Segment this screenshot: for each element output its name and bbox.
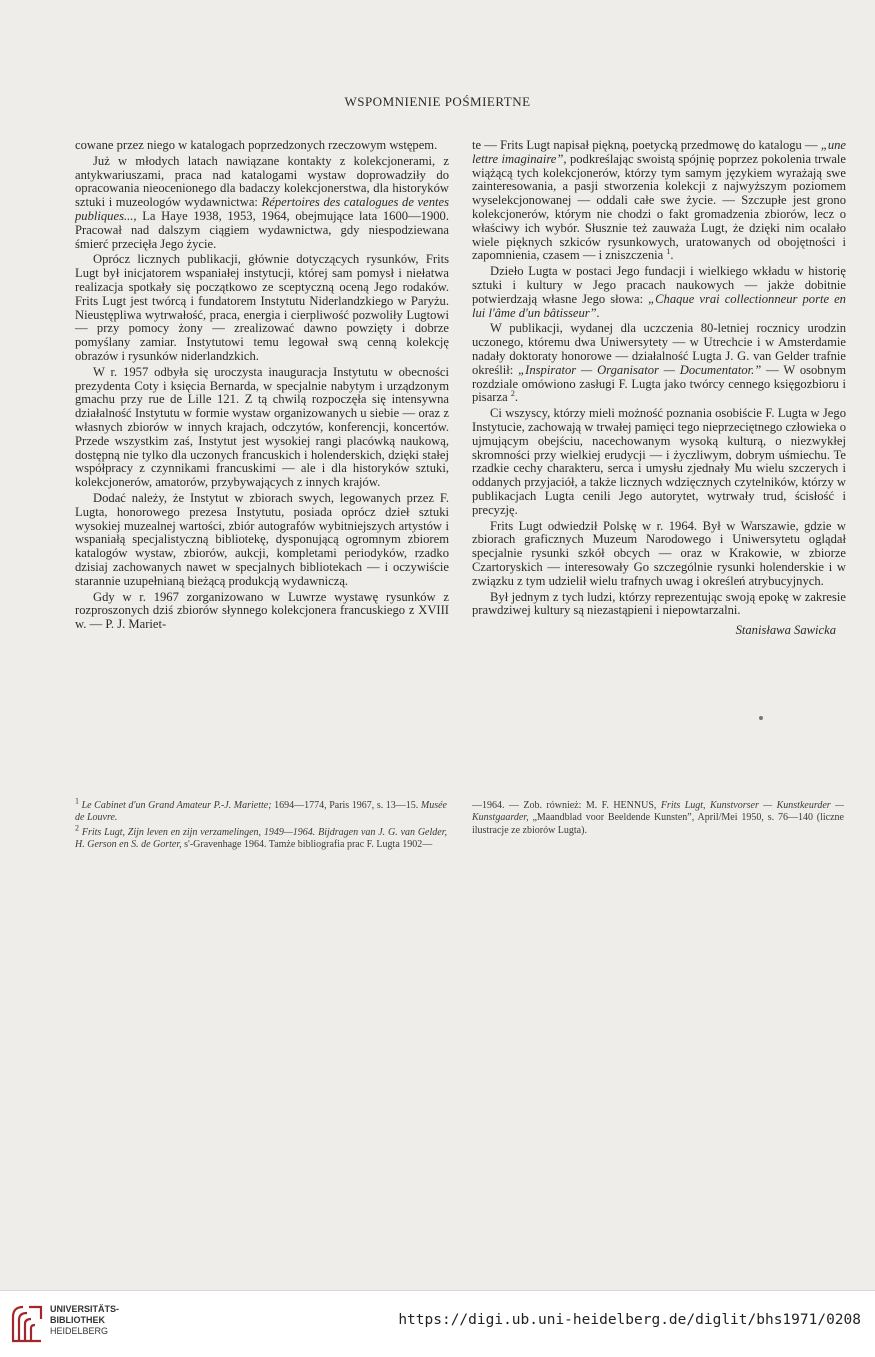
footnote-ref: 1	[666, 247, 671, 257]
paragraph: te — Frits Lugt napisał piękną, poetycką przedmowę do katalogu — „une lettre imaginaire”, podkreślając swoistą spójnię poprzez pokolenia trwale wiążącą tych kolekcjonerów, którzy tym samym językiem wyrażają swe zainteresowania, a pasji stworzenia kolekcji z najwyższym poziomem wyselekcjonowanej — oddali całe swe życie. — Szczupłe jest grono kolekcjonerów, którym nie chodzi o fakt gromadzenia zbiorów, lecz o właściwy ich wybór. Słusznie też zauważa Lugt, że dzięki nim ocalało wiele pięknych szkiców rysunkowych, uratowanych od obojętności i zapomnienia, czasem — i zniszczenia $^1$.	[472, 138, 846, 263]
footnote-2: $^2$ Frits Lugt, Zijn leven en zijn verzamelingen, 1949—1964. Bijdragen van J. G. van Gelder, H. Gerson en S. de Gorter, s'-Gravenhage 1964. Tamże bibliografia prac F. Lugta 1902—	[75, 823, 447, 851]
footnote-ref: 2	[510, 389, 515, 399]
author-signature: Stanisława Sawicka	[735, 623, 836, 638]
ink-speck	[759, 716, 763, 720]
library-logo-icon	[10, 1303, 44, 1343]
footnote-1: $^1$ Le Cabinet d'un Grand Amateur P.-J. Mariette; 1694—1774, Paris 1967, s. 13—15. Musée de Louvre.	[75, 796, 447, 824]
paragraph: Ci wszyscy, którzy mieli możność poznania osobiście F. Lugta w Jego Instytucie, zachowają w trwałej pamięci tego nieprzeciętnego człowieka o ujmującym obejściu, nacechowanym wysoką kulturą, o niezwykłej skromności przy wielkiej erudycji — i życzliwym, dobrym uśmiechu. Te rzadkie cechy charakteru, serca i umysłu zjednały Mu wielu szczerych i oddanych przyjaciół, a także licznych wdzięcznych czytelników, którzy w publikacjach Lugta cenili Jego autorytet, wytrwały trud, ścisłość i precyzję.	[472, 406, 846, 517]
permalink-url[interactable]: https://digi.ub.uni-heidelberg.de/diglit/bhs1971/0208	[398, 1312, 861, 1328]
paragraph: Dodać należy, że Instytut w zbiorach swych, legowanych przez F. Lugta, honorowego prezesa Instytutu, posiada oprócz dzieł sztuki wysokiej muzealnej wartości, zbiór autografów wybitniejszych artystów i wspaniałą specjalistyczną bibliotekę, dysponującą ogromnym zbiorem katalogów wystaw, zbiorów, aukcji, kompletami periodyków, rzadko dzisiaj zachowanych nawet w specjalnych bibliotekach — i oczywiście starannie uzupełnianą bieżącą produkcją wydawniczą.	[75, 490, 449, 588]
paragraph: Był jednym z tych ludzi, którzy reprezentując swoją epokę w zakresie prawdziwej kultury są niezastąpieni i niepowtarzalni.	[472, 589, 846, 618]
footnotes-left	[75, 796, 447, 854]
running-header: WSPOMNIENIE POŚMIERTNE	[344, 94, 531, 109]
paragraph: W publikacji, wydanej dla uczczenia 80-letniej rocznicy urodzin uczonego, któremu dwa Uniwersytety — w Utrechcie i w Amsterdamie nadały doktoraty honorowe — działalność Lugta J. G. van Gelder trafnie określił: „Inspirator — Organisator — Documentator.” — W osobnym rozdziale omówiono zasługi F. Lugta jako twórcy cennego księgozbioru i pisarza $^2$.	[472, 321, 846, 405]
footnote-2-continued: —1964. — Zob. również: M. F. HENNUS, Frits Lugt, Kunstvorser — Kunstkeurder — Kunstgaarder, „Maandblad voor Beeldende Kunsten”, April/Mei 1950, s. 76—140 (liczne ilustracje ze zbiorów Lugta).	[472, 800, 844, 836]
paragraph: Oprócz licznych publikacji, głównie dotyczących rysunków, Frits Lugt był inicjatorem wspaniałej instytucji, której sam pomysł i niełatwa realizacja spotkały się początkowo ze sceptyczną oceną Jego rodaków. Frits Lugt jest twórcą i fundatorem Instytutu Niderlandzkiego w Paryżu. Nieustępliwa wytrwałość, praca, energia i cierpliwość pozwoliły Lugtowi — przy pomocy żony — zrealizować dawno powzięty i dobrze pomyślany zamiar. Instytutowi temu legował swą cenną kolekcję obrazów i rysunków niderlandzkich.	[75, 252, 449, 363]
footnotes-right	[472, 800, 844, 839]
viewer-footer	[0, 1290, 875, 1357]
paragraph: cowane przez niego w katalogach poprzedzonych rzeczowym wstępem.	[75, 138, 438, 152]
left-column	[75, 139, 449, 632]
right-column	[472, 139, 846, 638]
paragraph: Dzieło Lugta w postaci Jego fundacji i wielkiego wkładu w historię sztuki i kultury w Jego pracach naukowych — jakże dobitnie potwierdzają własne Jego słowa: „Chaque vrai collectionneur porte en lui l'âme d'un bâtisseur”.	[472, 264, 846, 320]
paragraph: Już w młodych latach nawiązane kontakty z kolekcjonerami, z antykwariuszami, praca nad katalogami wystaw doprowadziły do opracowania nieocenionego dla badaczy kolekcjonerstwa, dla historyków sztuki i muzeologów wydawnictwa: Répertoires des catalogues de ventes publiques..., La Haye 1938, 1953, 1964, obejmujące lata 1600—1900. Pracował nad dalszym ciągiem wydawnictwa, gdy niespodziewana śmierć przecięła Jego życie.	[75, 153, 449, 251]
paragraph: Frits Lugt odwiedził Polskę w r. 1964. Był w Warszawie, gdzie w zbiorach graficznych Muzeum Narodowego i Uniwersytetu oglądał specjalnie rysunki szkół obcych — oraz w Krakowie, w zbiorze Czartoryskich — interesowały Go szczególnie rysunki holenderskie i w związku z tym udzielił wielu trafnych uwag i określeń atrybucyjnych.	[472, 518, 846, 588]
paragraph: Gdy w r. 1967 zorganizowano w Luwrze wystawę rysunków z rozproszonych dziś zbiorów słynnego kolekcjonera francuskiego z XVIII w. — P. J. Mariet-	[75, 589, 449, 632]
library-name: UNIVERSITÄTS- BIBLIOTHEK HEIDELBERG	[50, 1304, 120, 1336]
paragraph: W r. 1957 odbyła się uroczysta inauguracja Instytutu w obecności prezydenta Coty i księcia Bernarda, w specjalnie nabytym i urządzonym gmachu przy rue de Lille 121. Z tą chwilą rozpoczęła się intensywna działalność Instytutu w formie wystaw organizowanych u siebie — oraz z własnych zbiorów w innych krajach, odczytów, konferencji, koncertów. Przede wszystkim zaś, Instytut jest wysokiej rangi placówką naukową, dostępną nie tylko dla uczonych francuskich i holenderskich, dzięki stałej współpracy z czynnikami francuskimi — ale i dla historyków sztuki, kolekcjonerów, amatorów, przybywających z innych krajów.	[75, 364, 449, 490]
